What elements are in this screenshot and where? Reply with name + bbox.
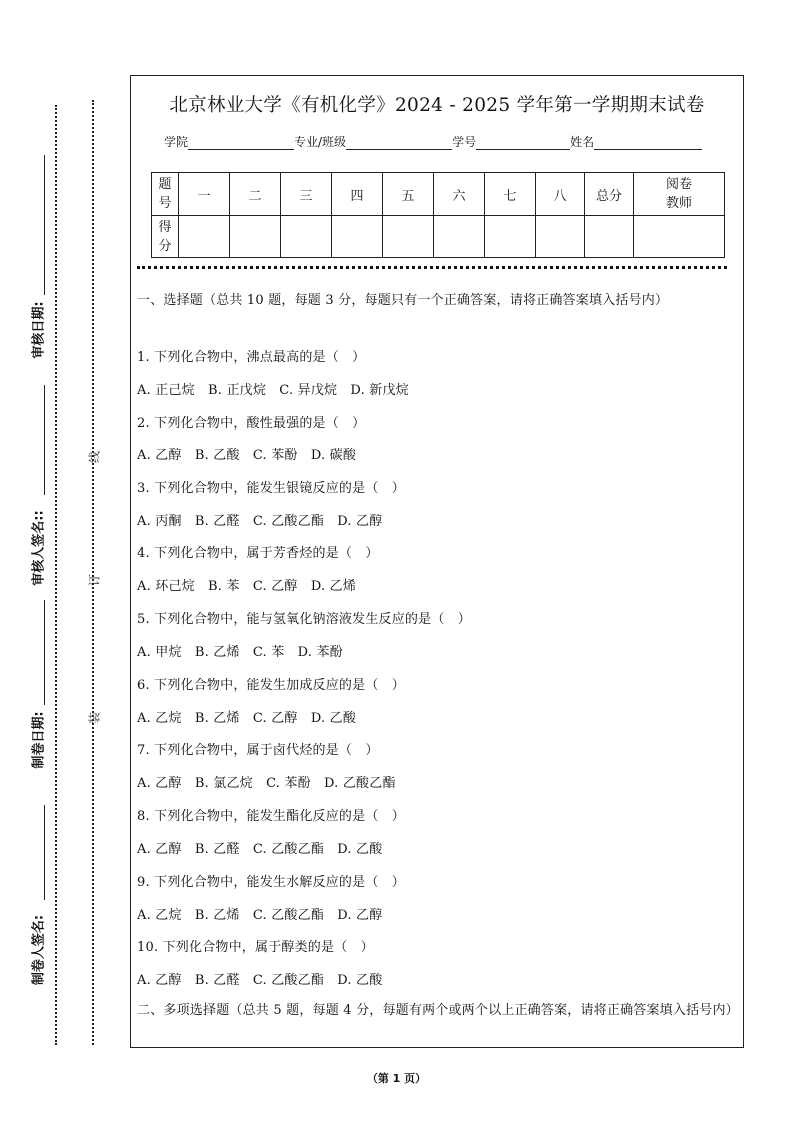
question-options: A. 环己烷 B. 苯 C. 乙醇 D. 乙烯 — [137, 579, 357, 594]
score-table-cell: 七 — [485, 173, 536, 216]
question-text: 9. 下列化合物中，能发生水解反应的是（ ） — [137, 875, 405, 890]
preparation-date-label: 制卷日期: — [31, 711, 47, 769]
score-table-cell: 四 — [332, 173, 383, 216]
score-blank[interactable] — [485, 216, 536, 258]
score-blank[interactable] — [332, 216, 383, 258]
section2-heading: 二、多项选择题（总共 5 题，每题 4 分，每题有两个或两个以上正确答案，请将正确答案填入括号内） — [137, 1003, 739, 1018]
score-table-cell: 总分 — [585, 173, 634, 216]
major-class-blank[interactable] — [346, 135, 452, 150]
binding-char-zhuang: 装 — [87, 711, 102, 725]
question-text: 4. 下列化合物中，属于芳香烃的是（ ） — [137, 546, 379, 561]
page-number: （第 1 页） — [366, 1072, 427, 1085]
section1-heading: 一、选择题（总共 10 题，每题 3 分，每题只有一个正确答案，请将正确答案填入括号内） — [137, 293, 669, 308]
dotted-separator — [137, 266, 727, 269]
score-blank[interactable] — [230, 216, 281, 258]
exam-title: 北京林业大学《有机化学》2024 - 2025 学年第一学期期末试卷 — [169, 95, 705, 116]
field-label-major-class: 专业/班级 — [294, 135, 347, 149]
score-blank[interactable] — [634, 216, 725, 258]
signature-line — [44, 385, 45, 495]
question-text: 5. 下列化合物中，能与氢氧化钠溶液发生反应的是（ ） — [137, 612, 471, 627]
question-options: A. 乙醇 B. 氯乙烷 C. 苯酚 D. 乙酸乙酯 — [137, 776, 396, 791]
question-text: 2. 下列化合物中，酸性最强的是（ ） — [137, 416, 366, 431]
score-table-cell: 三 — [281, 173, 332, 216]
review-date-label: 审核日期: — [31, 301, 47, 359]
question-options: A. 乙醇 B. 乙醛 C. 乙酸乙酯 D. 乙酸 — [137, 973, 383, 988]
score-table-score-row — [152, 216, 725, 258]
score-table-cell: 得 分 — [152, 216, 179, 258]
score-blank[interactable] — [179, 216, 230, 258]
question-options: A. 乙烷 B. 乙烯 C. 乙醇 D. 乙酸 — [137, 711, 357, 726]
score-table-cell: 一 — [179, 173, 230, 216]
student-info-row — [164, 133, 702, 150]
score-blank[interactable] — [383, 216, 434, 258]
score-blank[interactable] — [585, 216, 634, 258]
question-options: A. 正己烷 B. 正戊烷 C. 异戊烷 D. 新戊烷 — [137, 383, 409, 398]
field-label-student-id: 学号 — [452, 135, 477, 149]
question-text: 8. 下列化合物中，能发生酯化反应的是（ ） — [137, 809, 405, 824]
question-options: A. 乙醇 B. 乙醛 C. 乙酸乙酯 D. 乙酸 — [137, 842, 383, 857]
score-table-cell: 阅卷 教师 — [634, 173, 725, 216]
question-options: A. 乙烷 B. 乙烯 C. 乙酸乙酯 D. 乙醇 — [137, 908, 383, 923]
question-options: A. 甲烷 B. 乙烯 C. 苯 D. 苯酚 — [137, 645, 343, 660]
question-text: 1. 下列化合物中，沸点最高的是（ ） — [137, 350, 366, 365]
binding-char-xian: 线 — [87, 450, 102, 464]
question-text: 10. 下列化合物中，属于醇类的是（ ） — [137, 940, 374, 955]
score-table-cell: 五 — [383, 173, 434, 216]
score-blank[interactable] — [434, 216, 485, 258]
score-blank[interactable] — [281, 216, 332, 258]
score-table-cell: 六 — [434, 173, 485, 216]
signature-line — [44, 600, 45, 705]
score-table-cell: 题 号 — [152, 173, 179, 216]
binding-dotted-line-inner — [92, 100, 94, 1045]
question-options: A. 乙醇 B. 乙酸 C. 苯酚 D. 碳酸 — [137, 448, 357, 463]
question-text: 7. 下列化合物中，属于卤代烃的是（ ） — [137, 743, 379, 758]
exam-frame — [130, 75, 744, 1048]
reviewer-signature-label: 审核人签名:: — [31, 510, 47, 586]
college-blank[interactable] — [188, 135, 294, 150]
score-table — [151, 172, 725, 258]
score-table-header-row — [152, 173, 725, 216]
question-text: 3. 下列化合物中，能发生银镜反应的是（ ） — [137, 481, 405, 496]
question-options: A. 丙酮 B. 乙醛 C. 乙酸乙酯 D. 乙醇 — [137, 514, 383, 529]
field-label-college: 学院 — [164, 135, 189, 149]
score-table-cell: 二 — [230, 173, 281, 216]
signature-line — [44, 805, 45, 900]
binding-dotted-line-outer — [55, 105, 57, 1045]
binding-char-ding: 订 — [87, 573, 102, 587]
question-text: 6. 下列化合物中，能发生加成反应的是（ ） — [137, 678, 405, 693]
student-id-blank[interactable] — [476, 135, 570, 150]
score-blank[interactable] — [536, 216, 585, 258]
signature-line — [44, 155, 45, 295]
score-table-cell: 八 — [536, 173, 585, 216]
name-blank[interactable] — [594, 135, 702, 150]
preparer-signature-label: 制卷人签名: — [31, 914, 47, 986]
field-label-name: 姓名 — [570, 135, 595, 149]
